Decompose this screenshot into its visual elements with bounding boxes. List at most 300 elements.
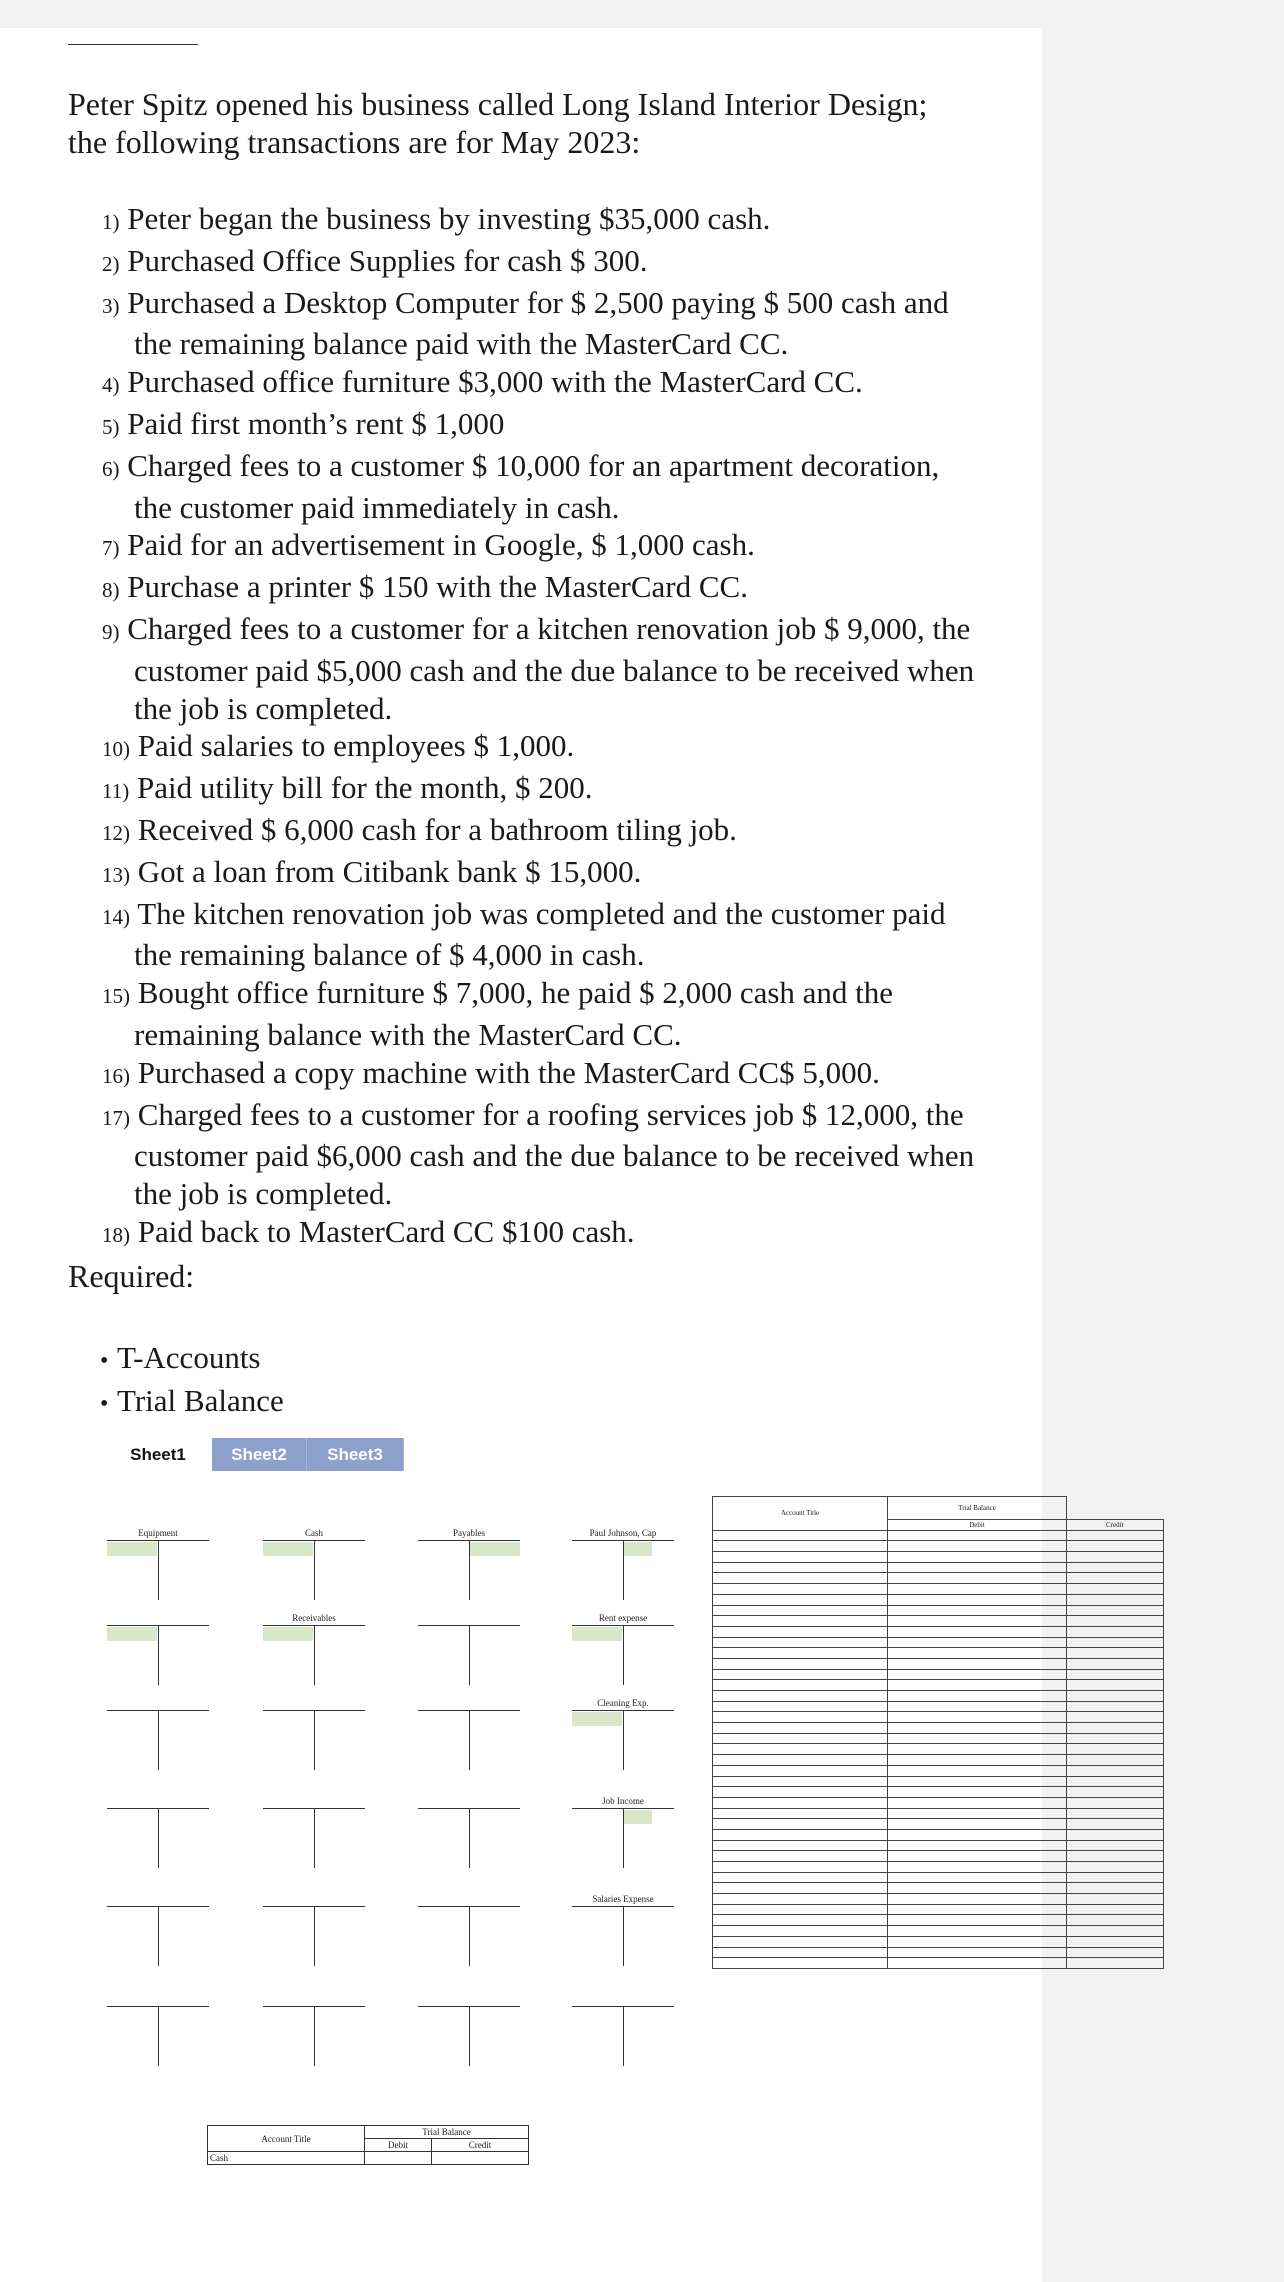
transaction-number: 15) xyxy=(102,984,130,1009)
highlighted-cell xyxy=(107,1542,157,1556)
transaction-number: 7) xyxy=(102,536,120,561)
table-cell[interactable] xyxy=(713,1723,888,1734)
transaction-text: Peter began the business by investing $35,000 cash. xyxy=(127,201,771,236)
table-row xyxy=(713,1947,1164,1958)
table-cell[interactable] xyxy=(713,1904,888,1915)
transaction-number: 14) xyxy=(102,904,130,929)
table-cell[interactable] xyxy=(888,1562,1067,1573)
intro-paragraph: Peter Spitz opened his business called Long Island Interior Design; the following transactions are for May 2023: xyxy=(68,86,928,160)
t-account-divider xyxy=(314,1906,315,1966)
t-account-divider xyxy=(623,1540,624,1600)
table-row xyxy=(713,1701,1164,1712)
sheet-tabs xyxy=(104,1438,404,1471)
table-row xyxy=(713,1712,1164,1723)
t-account-divider xyxy=(158,1540,159,1600)
highlighted-cell xyxy=(469,1542,520,1556)
trial-balance-header: Trial Balance xyxy=(365,2126,529,2139)
table-cell[interactable] xyxy=(713,1840,888,1851)
t-account xyxy=(263,1528,365,1600)
highlighted-cell xyxy=(623,1810,652,1824)
transaction-number: 16) xyxy=(102,1063,130,1088)
table-cell[interactable] xyxy=(1067,1594,1164,1605)
t-account xyxy=(418,1806,520,1868)
transaction-item xyxy=(102,853,982,895)
table-cell[interactable] xyxy=(713,1552,888,1563)
transaction-text: The kitchen renovation job was completed and the customer paid the remaining balance of $ 4,000 in cash. xyxy=(134,895,946,973)
table-cell[interactable] xyxy=(1067,1958,1164,1969)
transaction-number: 8) xyxy=(102,578,120,603)
transaction-number: 18) xyxy=(102,1222,130,1247)
required-item-t-accounts: • T-Accounts xyxy=(100,1338,284,1381)
table-cell[interactable] xyxy=(1067,1915,1164,1926)
table-cell[interactable] xyxy=(888,1691,1067,1702)
table-cell[interactable] xyxy=(1067,1755,1164,1766)
table-cell[interactable] xyxy=(888,1904,1067,1915)
table-cell[interactable] xyxy=(713,1701,888,1712)
table-row xyxy=(713,1755,1164,1766)
table-cell[interactable] xyxy=(888,1926,1067,1937)
table-cell[interactable] xyxy=(1067,1584,1164,1595)
transaction-item xyxy=(102,284,982,364)
table-cell[interactable] xyxy=(888,1840,1067,1851)
table-row xyxy=(713,1894,1164,1905)
trial-balance-table-small xyxy=(207,2125,529,2165)
table-row xyxy=(713,1765,1164,1776)
table-cell[interactable] xyxy=(888,1712,1067,1723)
table-cell[interactable] xyxy=(888,1851,1067,1862)
table-row xyxy=(208,2126,529,2139)
table-cell[interactable] xyxy=(713,1541,888,1552)
table-row xyxy=(713,1626,1164,1637)
table-cell[interactable] xyxy=(888,1701,1067,1712)
t-account-divider xyxy=(158,1906,159,1966)
header-blank xyxy=(1067,1497,1164,1520)
table-cell[interactable] xyxy=(888,1819,1067,1830)
table-cell[interactable] xyxy=(1067,1851,1164,1862)
table-cell[interactable] xyxy=(713,1733,888,1744)
table-cell[interactable] xyxy=(1067,1605,1164,1616)
table-cell[interactable] xyxy=(713,1765,888,1776)
t-account-divider xyxy=(314,1808,315,1868)
transaction-text: Received $ 6,000 cash for a bathroom tiling job. xyxy=(137,811,737,847)
t-account-divider xyxy=(623,1710,624,1770)
transaction-number: 12) xyxy=(102,820,130,845)
table-cell[interactable] xyxy=(1067,1808,1164,1819)
table-row xyxy=(713,1851,1164,1862)
table-cell[interactable] xyxy=(713,1915,888,1926)
debit-cell[interactable] xyxy=(365,2152,432,2165)
table-row xyxy=(713,1936,1164,1947)
table-cell[interactable] xyxy=(1067,1872,1164,1883)
table-row xyxy=(713,1829,1164,1840)
table-cell[interactable] xyxy=(888,1584,1067,1595)
trial-balance-header: Trial Balance xyxy=(888,1497,1067,1520)
t-account-label: Payables xyxy=(453,1528,485,1538)
transaction-number: 11) xyxy=(102,779,130,804)
credit-header: Credit xyxy=(432,2139,529,2152)
table-cell[interactable] xyxy=(888,1744,1067,1755)
transaction-item xyxy=(102,363,982,405)
table-row xyxy=(713,1541,1164,1552)
table-row xyxy=(713,1915,1164,1926)
table-cell[interactable] xyxy=(1067,1936,1164,1947)
table-row xyxy=(713,1926,1164,1937)
table-row xyxy=(713,1562,1164,1573)
table-cell[interactable] xyxy=(888,1872,1067,1883)
table-cell[interactable] xyxy=(713,1744,888,1755)
table-cell[interactable] xyxy=(888,1648,1067,1659)
table-cell[interactable] xyxy=(1067,1637,1164,1648)
t-account xyxy=(572,1613,674,1685)
table-row xyxy=(713,1648,1164,1659)
table-cell[interactable] xyxy=(713,1936,888,1947)
t-account-divider xyxy=(469,1710,470,1770)
t-account-divider xyxy=(469,1808,470,1868)
table-cell[interactable] xyxy=(888,1883,1067,1894)
table-cell[interactable] xyxy=(888,1541,1067,1552)
highlighted-cell xyxy=(263,1627,313,1641)
table-cell[interactable] xyxy=(1067,1883,1164,1894)
top-rule xyxy=(68,44,198,45)
t-account-divider xyxy=(158,1710,159,1770)
table-cell[interactable] xyxy=(1067,1658,1164,1669)
t-account-divider xyxy=(469,1540,470,1600)
table-cell[interactable] xyxy=(713,1616,888,1627)
table-cell[interactable] xyxy=(1067,1904,1164,1915)
table-cell[interactable] xyxy=(888,1733,1067,1744)
table-cell[interactable] xyxy=(713,1658,888,1669)
transaction-number: 5) xyxy=(102,414,120,439)
table-cell[interactable] xyxy=(888,1765,1067,1776)
table-cell[interactable] xyxy=(713,1958,888,1969)
table-cell[interactable] xyxy=(1067,1626,1164,1637)
table-cell[interactable] xyxy=(888,1530,1067,1541)
table-row xyxy=(713,1904,1164,1915)
table-cell[interactable] xyxy=(713,1562,888,1573)
t-account xyxy=(263,2004,365,2066)
table-cell[interactable] xyxy=(713,1594,888,1605)
transaction-item xyxy=(102,974,982,1054)
table-row xyxy=(713,1733,1164,1744)
t-account-divider xyxy=(623,1906,624,1966)
highlighted-cell xyxy=(623,1542,652,1556)
table-cell[interactable] xyxy=(888,1958,1067,1969)
table-cell[interactable] xyxy=(1067,1862,1164,1873)
transaction-text: Charged fees to a customer $ 10,000 for an apartment decoration, the customer paid immediately in cash. xyxy=(127,447,940,525)
table-row xyxy=(713,1883,1164,1894)
tab-sheet1[interactable]: Sheet1 xyxy=(104,1438,212,1471)
transaction-item xyxy=(102,447,982,527)
transaction-number: 1) xyxy=(102,210,120,234)
table-cell[interactable] xyxy=(888,1947,1067,1958)
transaction-item xyxy=(102,811,982,853)
table-cell[interactable] xyxy=(888,1808,1067,1819)
table-cell[interactable] xyxy=(713,1862,888,1873)
table-row xyxy=(713,1872,1164,1883)
transaction-item xyxy=(102,769,982,811)
table-cell[interactable] xyxy=(888,1915,1067,1926)
account-cell-cash[interactable]: Cash xyxy=(208,2152,365,2165)
t-account xyxy=(572,1894,674,1966)
table-row xyxy=(713,1819,1164,1830)
table-row xyxy=(713,1605,1164,1616)
table-row xyxy=(713,1723,1164,1734)
table-row xyxy=(713,1584,1164,1595)
table-cell[interactable] xyxy=(1067,1701,1164,1712)
t-account xyxy=(107,1708,209,1770)
table-cell[interactable] xyxy=(888,1862,1067,1873)
t-account-label: Cash xyxy=(305,1528,323,1538)
table-cell[interactable] xyxy=(888,1894,1067,1905)
required-heading: Required: xyxy=(68,1258,195,1294)
table-row xyxy=(713,1808,1164,1819)
table-cell[interactable] xyxy=(888,1626,1067,1637)
t-account-label: Equipment xyxy=(138,1528,178,1538)
table-row xyxy=(713,1594,1164,1605)
table-row xyxy=(713,1787,1164,1798)
transaction-text: Purchased a Desktop Computer for $ 2,500 paying $ 500 cash and the remaining balance paid with the MasterCard CC. xyxy=(127,284,949,362)
t-account xyxy=(263,1613,365,1685)
table-cell[interactable] xyxy=(713,1819,888,1830)
table-cell[interactable] xyxy=(713,1883,888,1894)
spreadsheet-screenshot xyxy=(0,1418,1284,2163)
table-cell[interactable] xyxy=(888,1723,1067,1734)
t-account-divider xyxy=(314,1710,315,1770)
tab-sheet3[interactable]: Sheet3 xyxy=(307,1438,404,1471)
table-cell[interactable] xyxy=(1067,1669,1164,1680)
transaction-number: 6) xyxy=(102,456,120,481)
table-cell[interactable] xyxy=(1067,1541,1164,1552)
table-cell[interactable] xyxy=(713,1530,888,1541)
table-cell[interactable] xyxy=(1067,1648,1164,1659)
t-account xyxy=(107,1528,209,1600)
transaction-number: 17) xyxy=(102,1105,130,1130)
transaction-item xyxy=(102,526,982,568)
tab-sheet2[interactable]: Sheet2 xyxy=(212,1438,307,1471)
table-cell[interactable] xyxy=(888,1755,1067,1766)
table-cell[interactable] xyxy=(713,1947,888,1958)
transaction-number: 10) xyxy=(102,737,130,762)
t-account-label: Salaries Expense xyxy=(592,1894,654,1904)
table-row xyxy=(713,1669,1164,1680)
table-cell[interactable] xyxy=(888,1787,1067,1798)
table-cell[interactable] xyxy=(1067,1894,1164,1905)
required-item-trial-balance: • Trial Balance xyxy=(100,1381,284,1424)
t-account-label: Cleaning Exp. xyxy=(597,1698,649,1708)
t-account-divider xyxy=(469,1625,470,1685)
transaction-item xyxy=(102,610,982,727)
t-account-divider xyxy=(314,2006,315,2066)
highlighted-cell xyxy=(572,1712,622,1726)
t-account-divider xyxy=(314,1540,315,1600)
table-cell[interactable] xyxy=(1067,1840,1164,1851)
table-cell[interactable] xyxy=(1067,1829,1164,1840)
table-cell[interactable] xyxy=(1067,1744,1164,1755)
table-cell[interactable] xyxy=(1067,1926,1164,1937)
transaction-text: Paid first month’s rent $ 1,000 xyxy=(127,405,505,441)
table-cell[interactable] xyxy=(888,1776,1067,1787)
transaction-text: Paid for an advertisement in Google, $ 1,000 cash. xyxy=(127,527,755,563)
transaction-text: Purchased a copy machine with the MasterCard CC$ 5,000. xyxy=(137,1054,880,1090)
debit-header: Debit xyxy=(365,2139,432,2152)
table-cell[interactable] xyxy=(713,1637,888,1648)
table-cell[interactable] xyxy=(888,1552,1067,1563)
transaction-number: 4) xyxy=(102,373,120,398)
t-account xyxy=(418,1904,520,1966)
table-row xyxy=(713,1862,1164,1873)
transaction-number: 3) xyxy=(102,293,120,318)
table-cell[interactable] xyxy=(713,1776,888,1787)
t-account-divider xyxy=(623,1808,624,1868)
t-account xyxy=(418,2004,520,2066)
table-cell[interactable] xyxy=(888,1594,1067,1605)
highlighted-cell xyxy=(107,1627,157,1641)
table-cell[interactable] xyxy=(713,1755,888,1766)
transaction-text: Charged fees to a customer for a kitchen renovation job $ 9,000, the customer paid $5,000 cash and the due balance to be received when the job is completed. xyxy=(127,610,975,726)
transaction-item xyxy=(102,1054,982,1096)
transaction-number: 2) xyxy=(102,251,120,276)
table-row xyxy=(713,1797,1164,1808)
table-cell[interactable] xyxy=(888,1669,1067,1680)
transaction-number: 13) xyxy=(102,862,130,887)
t-account-divider xyxy=(469,2006,470,2066)
table-cell[interactable] xyxy=(713,1894,888,1905)
table-cell[interactable] xyxy=(713,1829,888,1840)
transaction-item xyxy=(102,405,982,447)
table-cell[interactable] xyxy=(888,1658,1067,1669)
table-cell[interactable] xyxy=(713,1584,888,1595)
transaction-list xyxy=(102,200,982,1255)
table-row xyxy=(713,1497,1164,1520)
t-account xyxy=(263,1708,365,1770)
table-cell[interactable] xyxy=(713,1797,888,1808)
transaction-text: Purchased office furniture $3,000 with the MasterCard CC. xyxy=(127,364,863,400)
table-cell[interactable] xyxy=(713,1808,888,1819)
t-account xyxy=(572,2004,674,2066)
table-cell[interactable] xyxy=(1067,1723,1164,1734)
table-cell[interactable] xyxy=(1067,1765,1164,1776)
table-cell[interactable] xyxy=(1067,1552,1164,1563)
t-account xyxy=(418,1708,520,1770)
transaction-text: Charged fees to a customer for a roofing services job $ 12,000, the customer paid $6,000 cash and the due balance to be received when the job is completed. xyxy=(134,1096,975,1212)
table-cell[interactable] xyxy=(1067,1947,1164,1958)
transaction-text: Got a loan from Citibank bank $ 15,000. xyxy=(137,853,642,889)
table-cell[interactable] xyxy=(1067,1680,1164,1691)
table-cell[interactable] xyxy=(888,1573,1067,1584)
transaction-text: Purchased Office Supplies for cash $ 300. xyxy=(127,242,648,278)
table-row xyxy=(713,1680,1164,1691)
t-account-divider xyxy=(469,1906,470,1966)
transaction-item xyxy=(102,242,982,284)
table-cell[interactable] xyxy=(1067,1562,1164,1573)
t-account xyxy=(107,1904,209,1966)
credit-header: Credit xyxy=(1067,1520,1164,1531)
table-cell[interactable] xyxy=(888,1829,1067,1840)
t-account xyxy=(418,1623,520,1685)
table-cell[interactable] xyxy=(713,1872,888,1883)
trial-balance-table xyxy=(712,1496,1164,1969)
t-account xyxy=(107,1623,209,1685)
table-cell[interactable] xyxy=(888,1616,1067,1627)
table-cell[interactable] xyxy=(888,1637,1067,1648)
t-account-divider xyxy=(158,1808,159,1868)
t-account xyxy=(263,1904,365,1966)
table-row xyxy=(713,1573,1164,1584)
t-account xyxy=(107,2004,209,2066)
table-cell[interactable] xyxy=(1067,1616,1164,1627)
table-cell[interactable] xyxy=(1067,1691,1164,1702)
table-row xyxy=(713,1637,1164,1648)
credit-cell[interactable] xyxy=(432,2152,529,2165)
table-cell[interactable] xyxy=(1067,1573,1164,1584)
t-account-divider xyxy=(623,2006,624,2066)
t-account-divider xyxy=(158,1625,159,1685)
table-cell[interactable] xyxy=(1067,1797,1164,1808)
transaction-text: Paid salaries to employees $ 1,000. xyxy=(137,728,575,764)
table-cell[interactable] xyxy=(713,1787,888,1798)
account-title-header: Account Title xyxy=(713,1497,888,1531)
account-title-header: Account Title xyxy=(208,2126,365,2152)
transaction-item xyxy=(102,200,982,242)
highlighted-cell xyxy=(572,1627,622,1641)
t-account-label: Paul Johnson, Cap xyxy=(589,1528,657,1538)
t-account-label: Rent expense xyxy=(598,1613,648,1623)
highlighted-cell xyxy=(263,1542,313,1556)
transaction-item xyxy=(102,1096,982,1213)
transaction-item xyxy=(102,1213,982,1255)
table-cell[interactable] xyxy=(713,1669,888,1680)
table-row xyxy=(713,1958,1164,1969)
table-row xyxy=(713,1840,1164,1851)
t-account-divider xyxy=(623,1625,624,1685)
table-cell[interactable] xyxy=(713,1691,888,1702)
transaction-item xyxy=(102,568,982,610)
table-cell[interactable] xyxy=(1067,1530,1164,1541)
table-cell[interactable] xyxy=(713,1573,888,1584)
t-account xyxy=(263,1806,365,1868)
table-cell[interactable] xyxy=(1067,1787,1164,1798)
t-account xyxy=(107,1806,209,1868)
debit-header: Debit xyxy=(888,1520,1067,1531)
table-cell[interactable] xyxy=(1067,1733,1164,1744)
table-cell[interactable] xyxy=(713,1851,888,1862)
table-cell[interactable] xyxy=(1067,1819,1164,1830)
table-cell[interactable] xyxy=(888,1680,1067,1691)
table-row xyxy=(713,1691,1164,1702)
table-cell[interactable] xyxy=(713,1648,888,1659)
table-cell[interactable] xyxy=(713,1712,888,1723)
transaction-item xyxy=(102,895,982,975)
t-account-label: Job Income xyxy=(602,1796,644,1806)
table-cell[interactable] xyxy=(713,1926,888,1937)
table-cell[interactable] xyxy=(888,1797,1067,1808)
table-row xyxy=(713,1616,1164,1627)
table-row xyxy=(713,1552,1164,1563)
t-account xyxy=(572,1796,674,1868)
table-cell[interactable] xyxy=(1067,1776,1164,1787)
table-cell[interactable] xyxy=(713,1626,888,1637)
table-cell[interactable] xyxy=(1067,1712,1164,1723)
table-cell[interactable] xyxy=(713,1605,888,1616)
table-cell[interactable] xyxy=(888,1605,1067,1616)
table-row xyxy=(713,1530,1164,1541)
table-cell[interactable] xyxy=(713,1680,888,1691)
table-cell[interactable] xyxy=(888,1936,1067,1947)
table-row xyxy=(713,1744,1164,1755)
t-account-divider xyxy=(314,1625,315,1685)
transaction-text: Paid utility bill for the month, $ 200. xyxy=(136,770,593,806)
required-list xyxy=(100,1338,284,1424)
